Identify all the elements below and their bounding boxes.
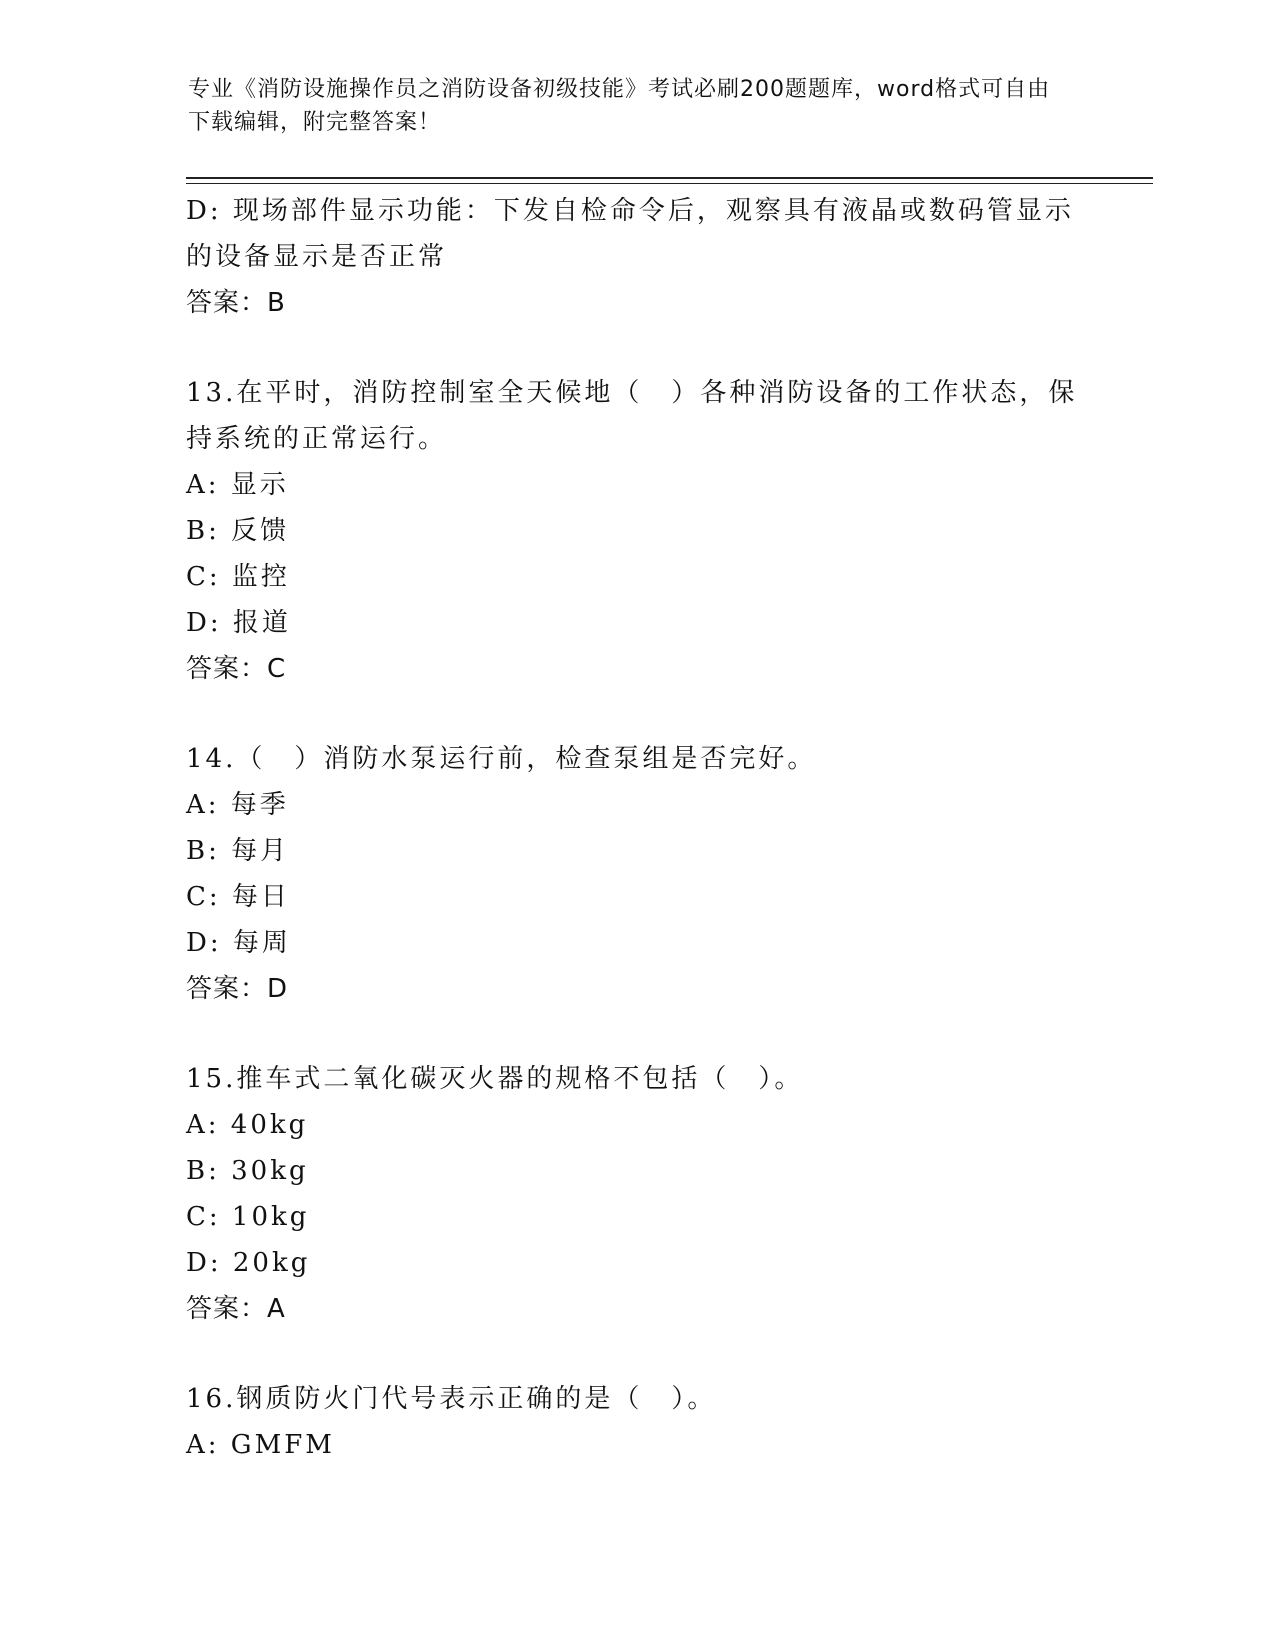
carryover-option-d: D: 现场部件显示功能：下发自检命令后，观察具有液晶或数码管显示的设备显示是否正常 bbox=[186, 196, 1074, 272]
option-c: C: 每日 bbox=[186, 882, 290, 912]
answer: 答案：D bbox=[186, 974, 289, 1004]
question-15 bbox=[186, 1056, 1086, 1332]
option-d: D: 每周 bbox=[186, 928, 291, 958]
answer: 答案：A bbox=[186, 1294, 286, 1324]
question-list bbox=[186, 188, 1086, 1468]
question-16 bbox=[186, 1376, 1086, 1468]
document-header: 专业《消防设施操作员之消防设备初级技能》考试必刷200题题库，word格式可自由下载编辑，附完整答案！ bbox=[188, 77, 1051, 135]
answer: 答案：C bbox=[186, 654, 287, 684]
question-stem: 15.推车式二氧化碳灭火器的规格不包括（ ）。 bbox=[186, 1064, 804, 1094]
option-a: A: 40kg bbox=[186, 1110, 309, 1140]
carryover-answer: 答案：B bbox=[186, 288, 286, 318]
option-d: D: 20kg bbox=[186, 1248, 311, 1278]
question-stem: 13.在平时，消防控制室全天候地（ ）各种消防设备的工作状态，保持系统的正常运行。 bbox=[186, 378, 1078, 454]
option-c: C: 10kg bbox=[186, 1202, 310, 1232]
option-b: B: 30kg bbox=[186, 1156, 309, 1186]
question-14 bbox=[186, 736, 1086, 1012]
question-stem: 16.钢质防火门代号表示正确的是（ ）。 bbox=[186, 1384, 717, 1414]
option-b: B: 反馈 bbox=[186, 516, 290, 546]
option-a: A: GMFM bbox=[186, 1430, 335, 1460]
option-a: A: 每季 bbox=[186, 790, 289, 820]
header-rule-thick bbox=[186, 177, 1153, 179]
option-b: B: 每月 bbox=[186, 836, 290, 866]
option-d: D: 报道 bbox=[186, 608, 291, 638]
question-stem: 14.（ ）消防水泵运行前，检查泵组是否完好。 bbox=[186, 744, 817, 774]
option-a: A: 显示 bbox=[186, 470, 289, 500]
question-13 bbox=[186, 370, 1086, 692]
option-c: C: 监控 bbox=[186, 562, 290, 592]
header-rule-thin bbox=[186, 183, 1153, 184]
